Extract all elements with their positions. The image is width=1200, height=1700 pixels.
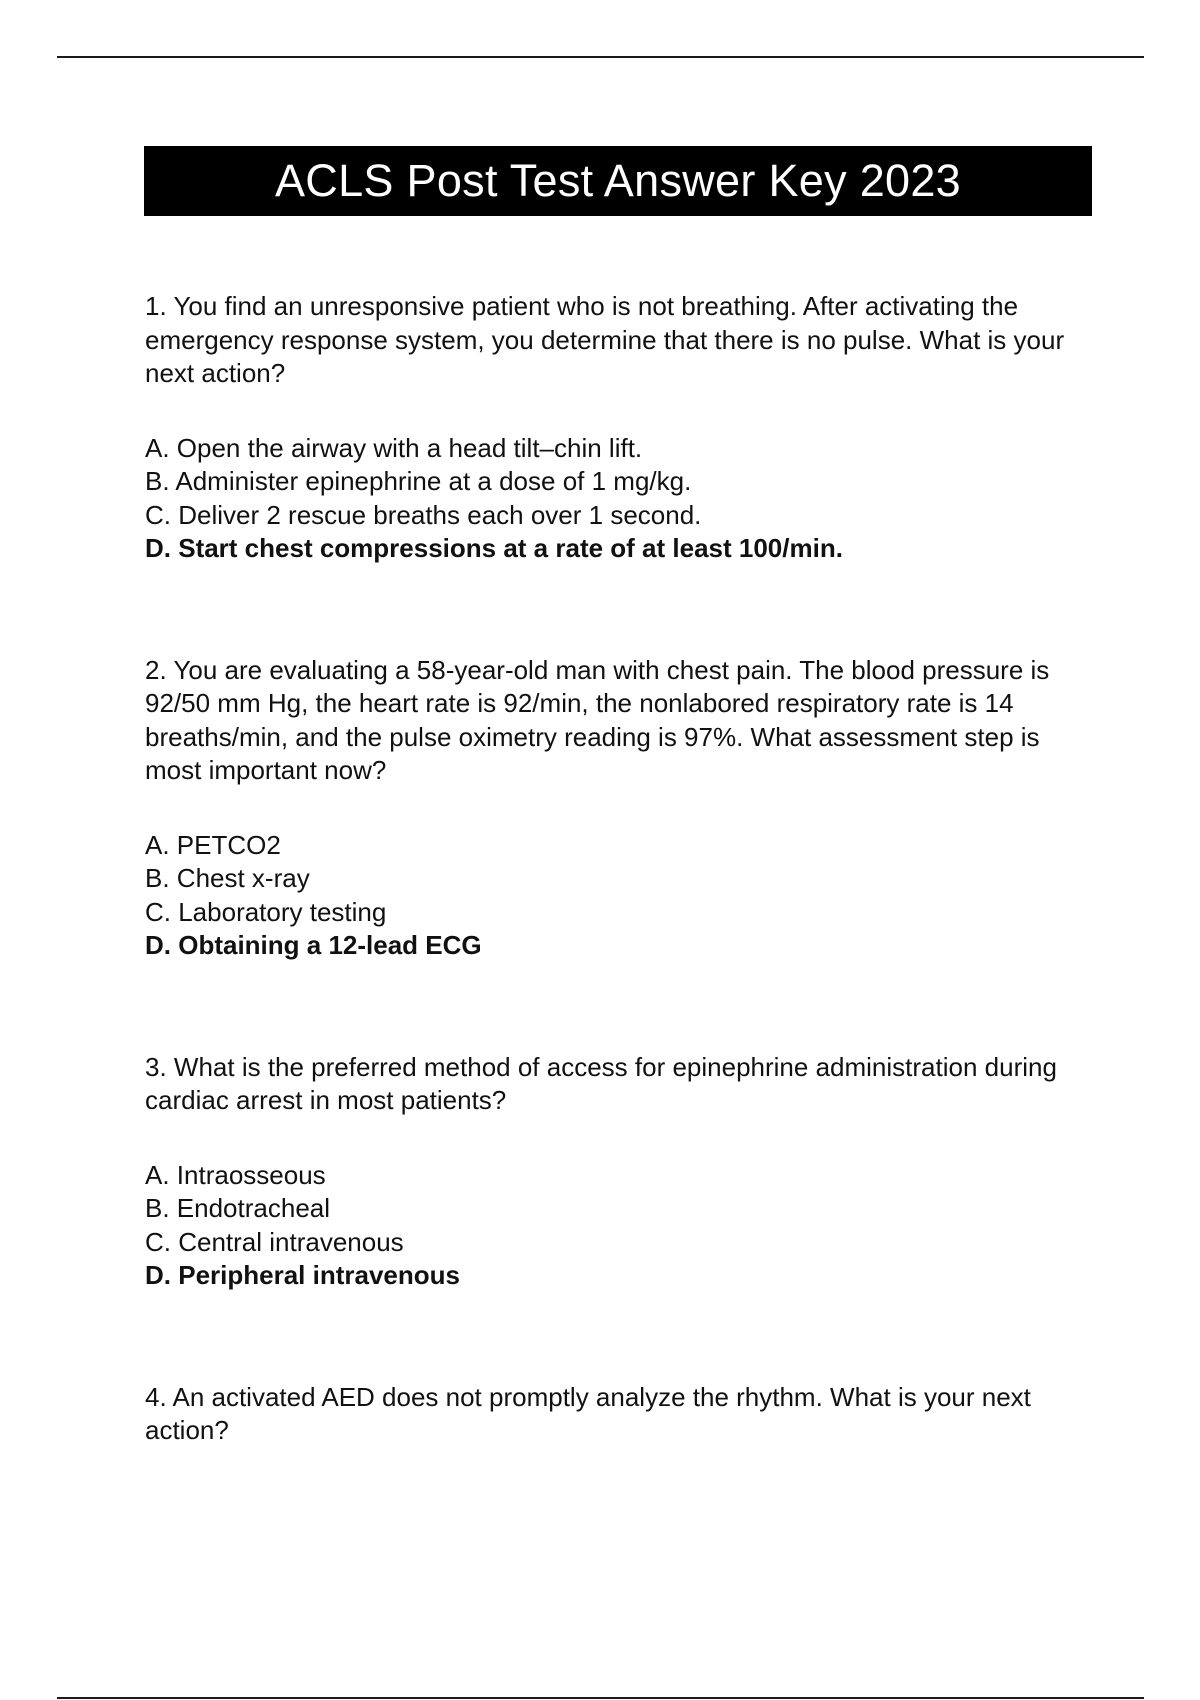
- question-2-option-c: C. Laboratory testing: [145, 896, 387, 927]
- question-2-options: [145, 829, 1095, 963]
- question-3-option-b: B. Endotracheal: [145, 1193, 331, 1223]
- top-divider: [57, 56, 1144, 58]
- question-1-options: [145, 432, 1095, 566]
- question-list: [145, 290, 1095, 1489]
- question-3-option-a: A. Intraosseous: [145, 1159, 326, 1190]
- question-1-option-c: C. Deliver 2 rescue breaths each over 1 second.: [145, 499, 702, 530]
- question-4-text: 4. An activated AED does not promptly analyze the rhythm. What is your next action?: [145, 1381, 1031, 1445]
- question-1-text: 1. You find an unresponsive patient who is not breathing. After activating the emergency response system, you determine that there is no pulse. What is your next action?: [145, 291, 1065, 388]
- question-2-option-a: A. PETCO2: [145, 829, 281, 860]
- question-1: [145, 290, 1095, 566]
- question-3-text: 3. What is the preferred method of access for epinephrine administration during cardiac arrest in most patients?: [145, 1051, 1057, 1115]
- question-4: [145, 1381, 1095, 1448]
- question-3: [145, 1051, 1095, 1293]
- document-title: ACLS Post Test Answer Key 2023: [274, 155, 962, 206]
- question-1-option-b: B. Administer epinephrine at a dose of 1 mg/kg.: [145, 466, 692, 496]
- question-2: [145, 654, 1095, 963]
- question-1-option-d: D. Start chest compressions at a rate of at least 100/min.: [145, 533, 843, 563]
- question-3-options: [145, 1159, 1095, 1293]
- question-1-option-a: A. Open the airway with a head tilt–chin lift.: [145, 432, 643, 463]
- title-banner: [144, 146, 1092, 216]
- question-3-option-c: C. Central intravenous: [145, 1226, 404, 1257]
- bottom-divider: [57, 1697, 1144, 1699]
- question-2-option-d: D. Obtaining a 12-lead ECG: [145, 930, 482, 960]
- question-2-option-b: B. Chest x-ray: [145, 863, 310, 893]
- question-2-text: 2. You are evaluating a 58-year-old man with chest pain. The blood pressure is 92/50 mm Hg, the heart rate is 92/min, the nonlabored respiratory rate is 14 breaths/min, and the pulse oximetry reading is 97%. What assessment step is most important now?: [145, 654, 1050, 785]
- question-3-option-d: D. Peripheral intravenous: [145, 1260, 460, 1290]
